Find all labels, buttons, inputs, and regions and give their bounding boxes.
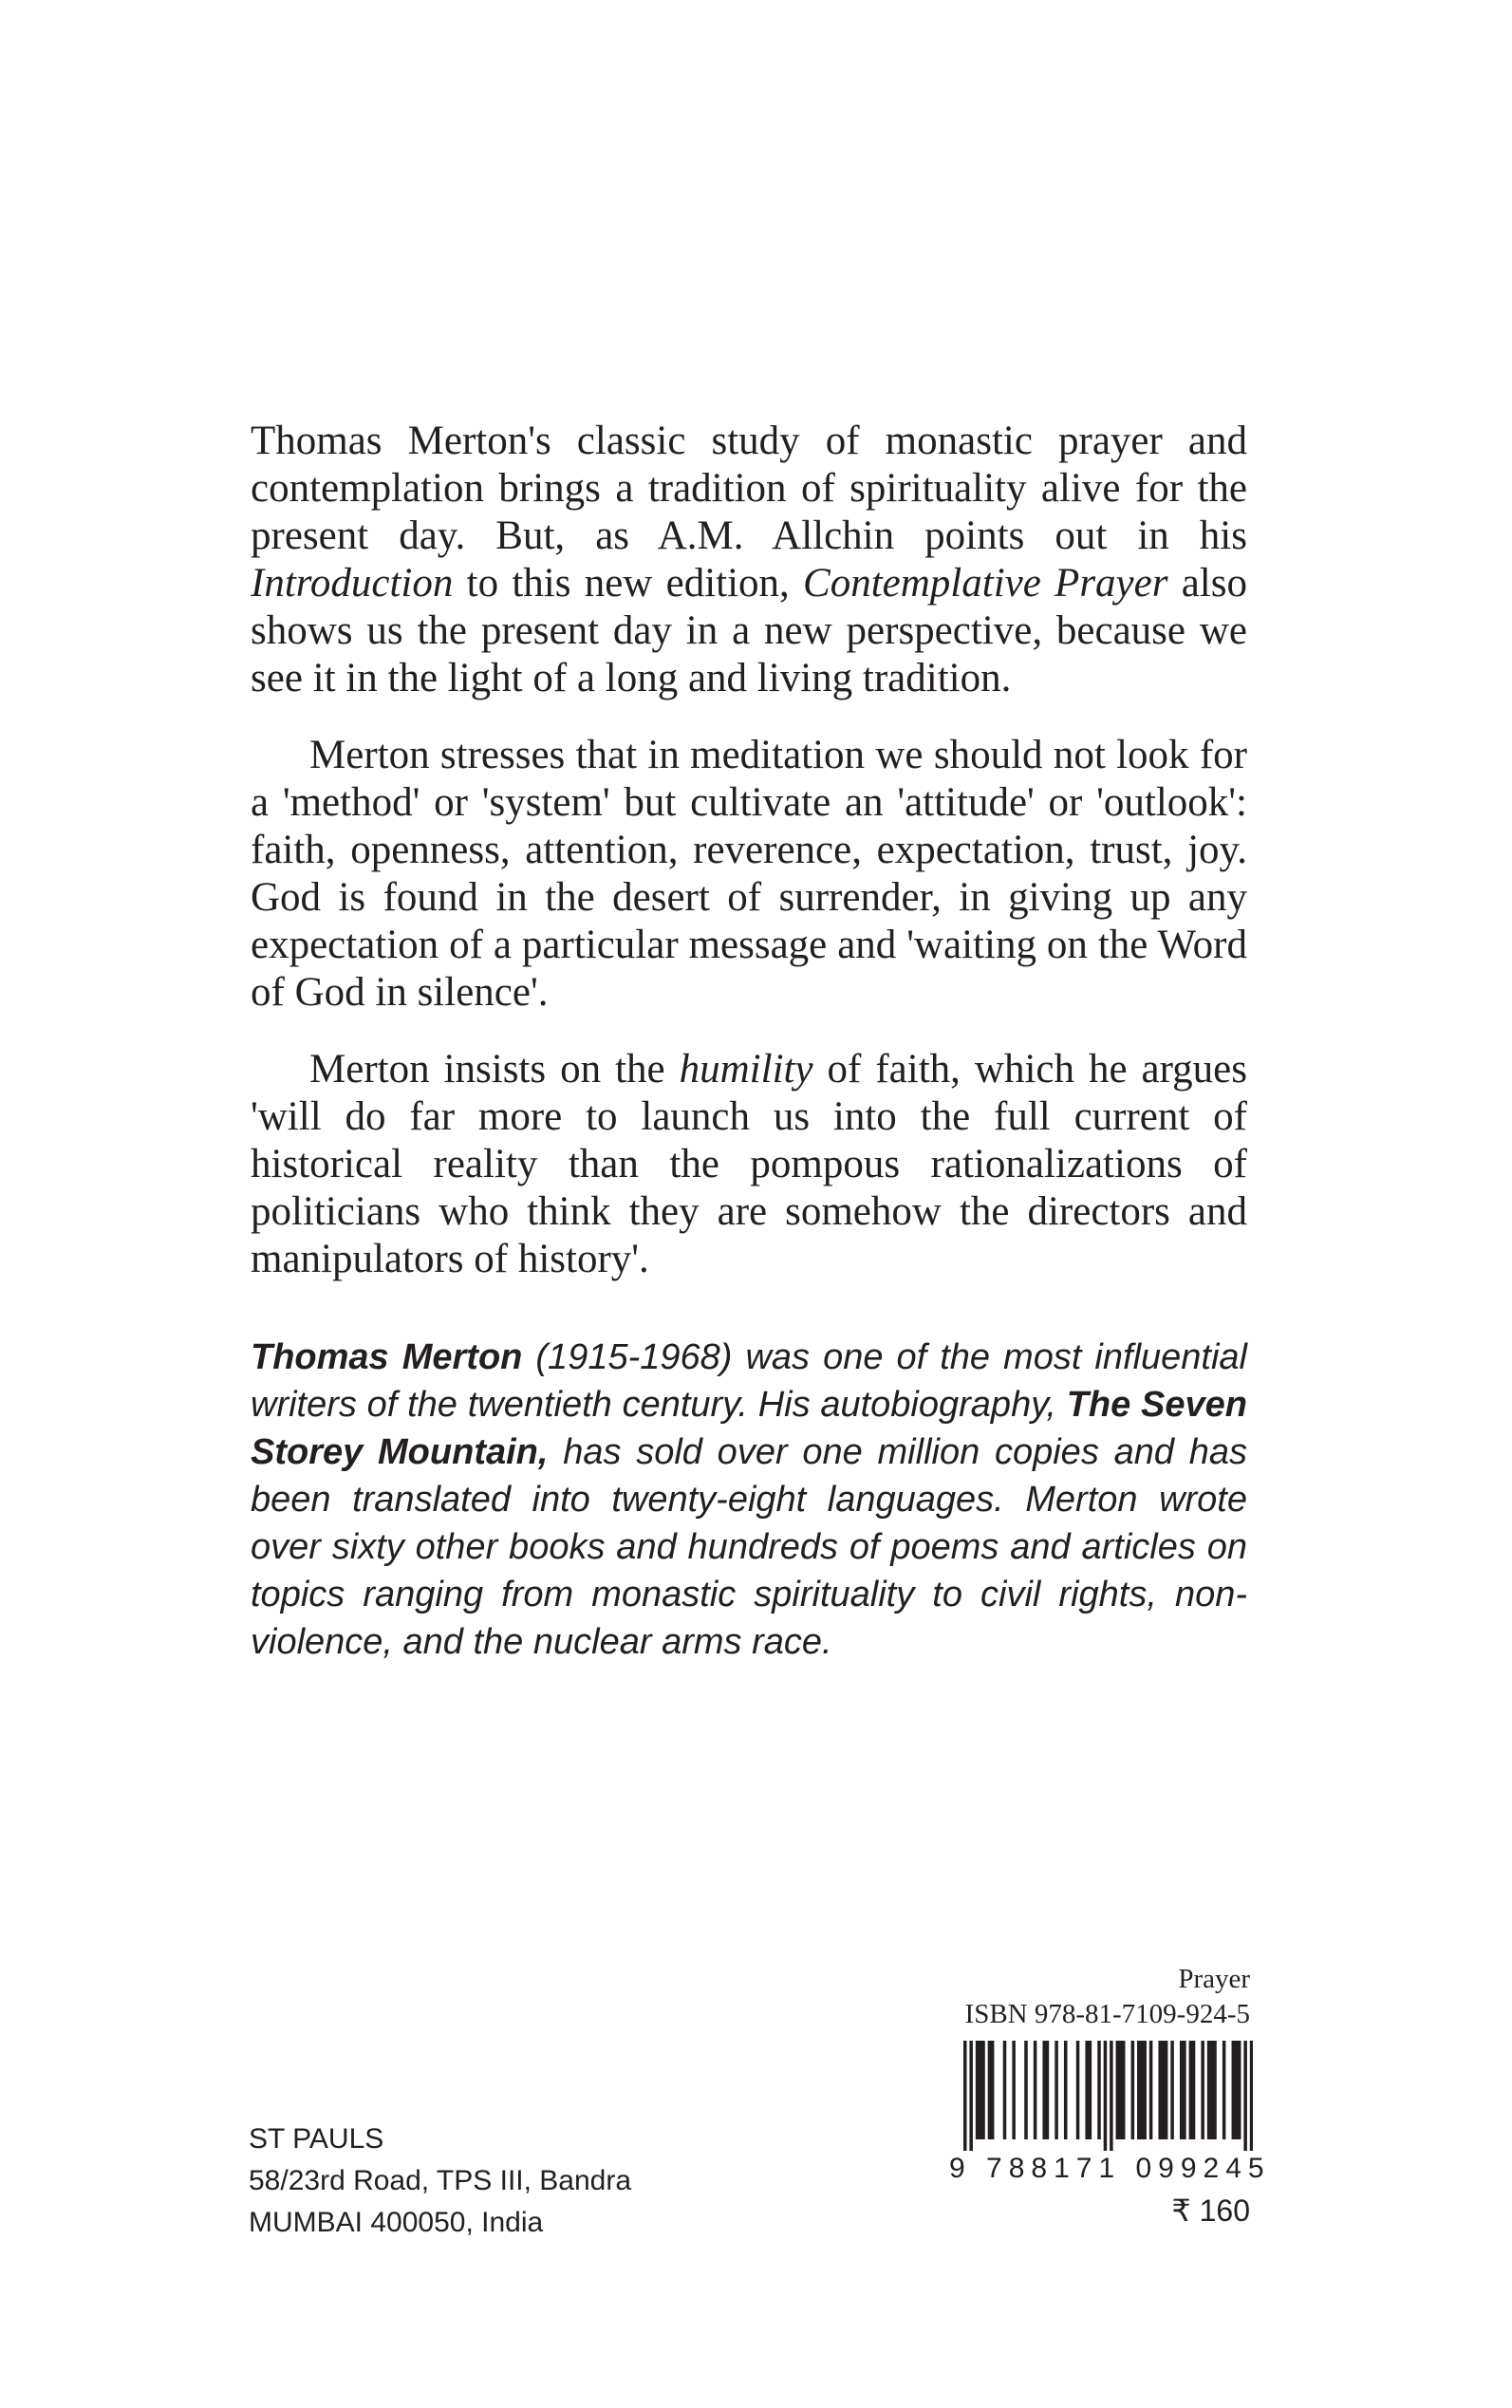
publisher-address-line-1: 58/23rd Road, TPS III, Bandra (249, 2165, 632, 2196)
barcode-bar (988, 2041, 992, 2139)
author-bio-text-1: (1915-1968) was one of the most influential writers of the twentieth century. His autobiography, (251, 1337, 1247, 1425)
introduction-title: Introduction (251, 561, 454, 606)
category-label: Prayer (1178, 1964, 1250, 1994)
barcode-bar (1192, 2041, 1196, 2139)
blurb-p1-text-1: Thomas Merton's classic study of monastic prayer and contemplation brings a tradition of spirituality alive for the present day. But, as A.M. Allchin points out in his (251, 419, 1247, 558)
barcode-bar (976, 2041, 980, 2139)
barcode-bar (1122, 2041, 1126, 2139)
book-title-contemplative-prayer: Contemplative Prayer (803, 561, 1168, 606)
publisher-address-line-2: MUMBAI 400050, India (249, 2207, 544, 2238)
barcode-bar (969, 2041, 973, 2151)
barcode-bar (1064, 2041, 1068, 2139)
barcode-bar (1165, 2041, 1168, 2139)
barcode-bar (1024, 2041, 1028, 2139)
blurb-paragraph-1 (251, 418, 1247, 702)
barcode-bar (1235, 2041, 1239, 2139)
barcode-bar (991, 2041, 995, 2139)
barcode-bar (1180, 2041, 1184, 2139)
barcode-bar (1119, 2041, 1123, 2139)
barcode-bar (1034, 2041, 1037, 2139)
barcode-bar (1131, 2041, 1135, 2139)
barcode-bar (1243, 2041, 1247, 2151)
barcode-bar (1207, 2041, 1211, 2139)
barcode-bar (1213, 2041, 1217, 2139)
barcode-digits: 9 788171 099245 (949, 2153, 1271, 2184)
barcode-bar (1076, 2041, 1080, 2139)
barcode-bar (963, 2041, 967, 2151)
barcode-bar (1189, 2041, 1193, 2139)
blurb-p1-text-3: also shows us the present day in a new perspective, because we see it in the light of a long and living tradition. (251, 561, 1247, 700)
barcode-bar (1110, 2041, 1113, 2151)
blurb-p3-text-1: Merton insists on the (309, 1047, 680, 1092)
blurb-p1-text-2: to this new edition, (453, 561, 804, 606)
barcode-bar (1210, 2041, 1214, 2139)
barcode-bar (1223, 2041, 1226, 2139)
blurb-paragraph-3 (251, 1046, 1247, 1283)
barcode-bar (1238, 2041, 1241, 2139)
blurb-paragraph-2: Merton stresses that in meditation we should not look for a 'method' or 'system' but cultivate an 'attitude' or 'outlook': faith, openness, attention, reverence, expectation, trust, joy. God is found in the desert of surrender, in giving up any expectation of a particular message and 'waiting on the Word of God in silence'. (251, 733, 1247, 1015)
blurb-p3-text-2: of faith, which he argues 'will do far more to launch us into the full current of historical reality than the pompous rationalizations of politicians who think they are somehow the directors and manipulators of history'. (251, 1047, 1247, 1281)
barcode-bar (1158, 2041, 1162, 2139)
author-bio (251, 1334, 1247, 1666)
barcode-bar (1140, 2041, 1144, 2139)
barcode-bar (1116, 2041, 1120, 2139)
barcode-bar (1097, 2041, 1101, 2139)
barcode-bar (1104, 2041, 1108, 2151)
barcode-bar (1232, 2041, 1236, 2139)
barcode-bar (1149, 2041, 1153, 2139)
barcode-bar (1183, 2041, 1186, 2139)
barcode-bar (1046, 2041, 1050, 2139)
publisher-name: ST PAULS (249, 2123, 384, 2155)
author-name: Thomas Merton (251, 1337, 523, 1377)
description-blurb (251, 418, 1247, 1313)
barcode-bar (1085, 2041, 1089, 2139)
barcode-bar (1170, 2041, 1174, 2139)
barcode-bar (1055, 2041, 1058, 2139)
barcode-bar (1250, 2041, 1253, 2151)
humility-emphasis: humility (679, 1047, 813, 1092)
barcode-bar (1143, 2041, 1147, 2139)
barcode-bar (979, 2041, 982, 2139)
barcode-bar (1012, 2041, 1016, 2139)
barcode-bar (1137, 2041, 1141, 2139)
isbn-barcode (963, 2041, 1253, 2151)
barcode-bar (1089, 2041, 1092, 2139)
barcode-graphic (963, 2041, 1253, 2151)
author-bio-text-2: has sold over one million copies and has been translated into twenty-eight languages. Merton wrote over sixty other books and hundreds of poems and articles on topics ranging from monastic spirituality to civil rights, non-violence, and the nuclear arms race. (251, 1432, 1248, 1662)
barcode-bar (1003, 2041, 1007, 2139)
publisher-block (249, 2119, 631, 2244)
barcode-bar (1201, 2041, 1204, 2139)
isbn-label: ISBN 978-81-7109-924-5 (964, 1999, 1250, 2029)
barcode-bar (1162, 2041, 1166, 2139)
barcode-bar (1042, 2041, 1046, 2139)
price-label: ₹ 160 (1171, 2193, 1250, 2228)
barcode-bar (981, 2041, 985, 2139)
book-title-seven-storey-mountain: The Seven Storey Mountain, (251, 1385, 1248, 1472)
